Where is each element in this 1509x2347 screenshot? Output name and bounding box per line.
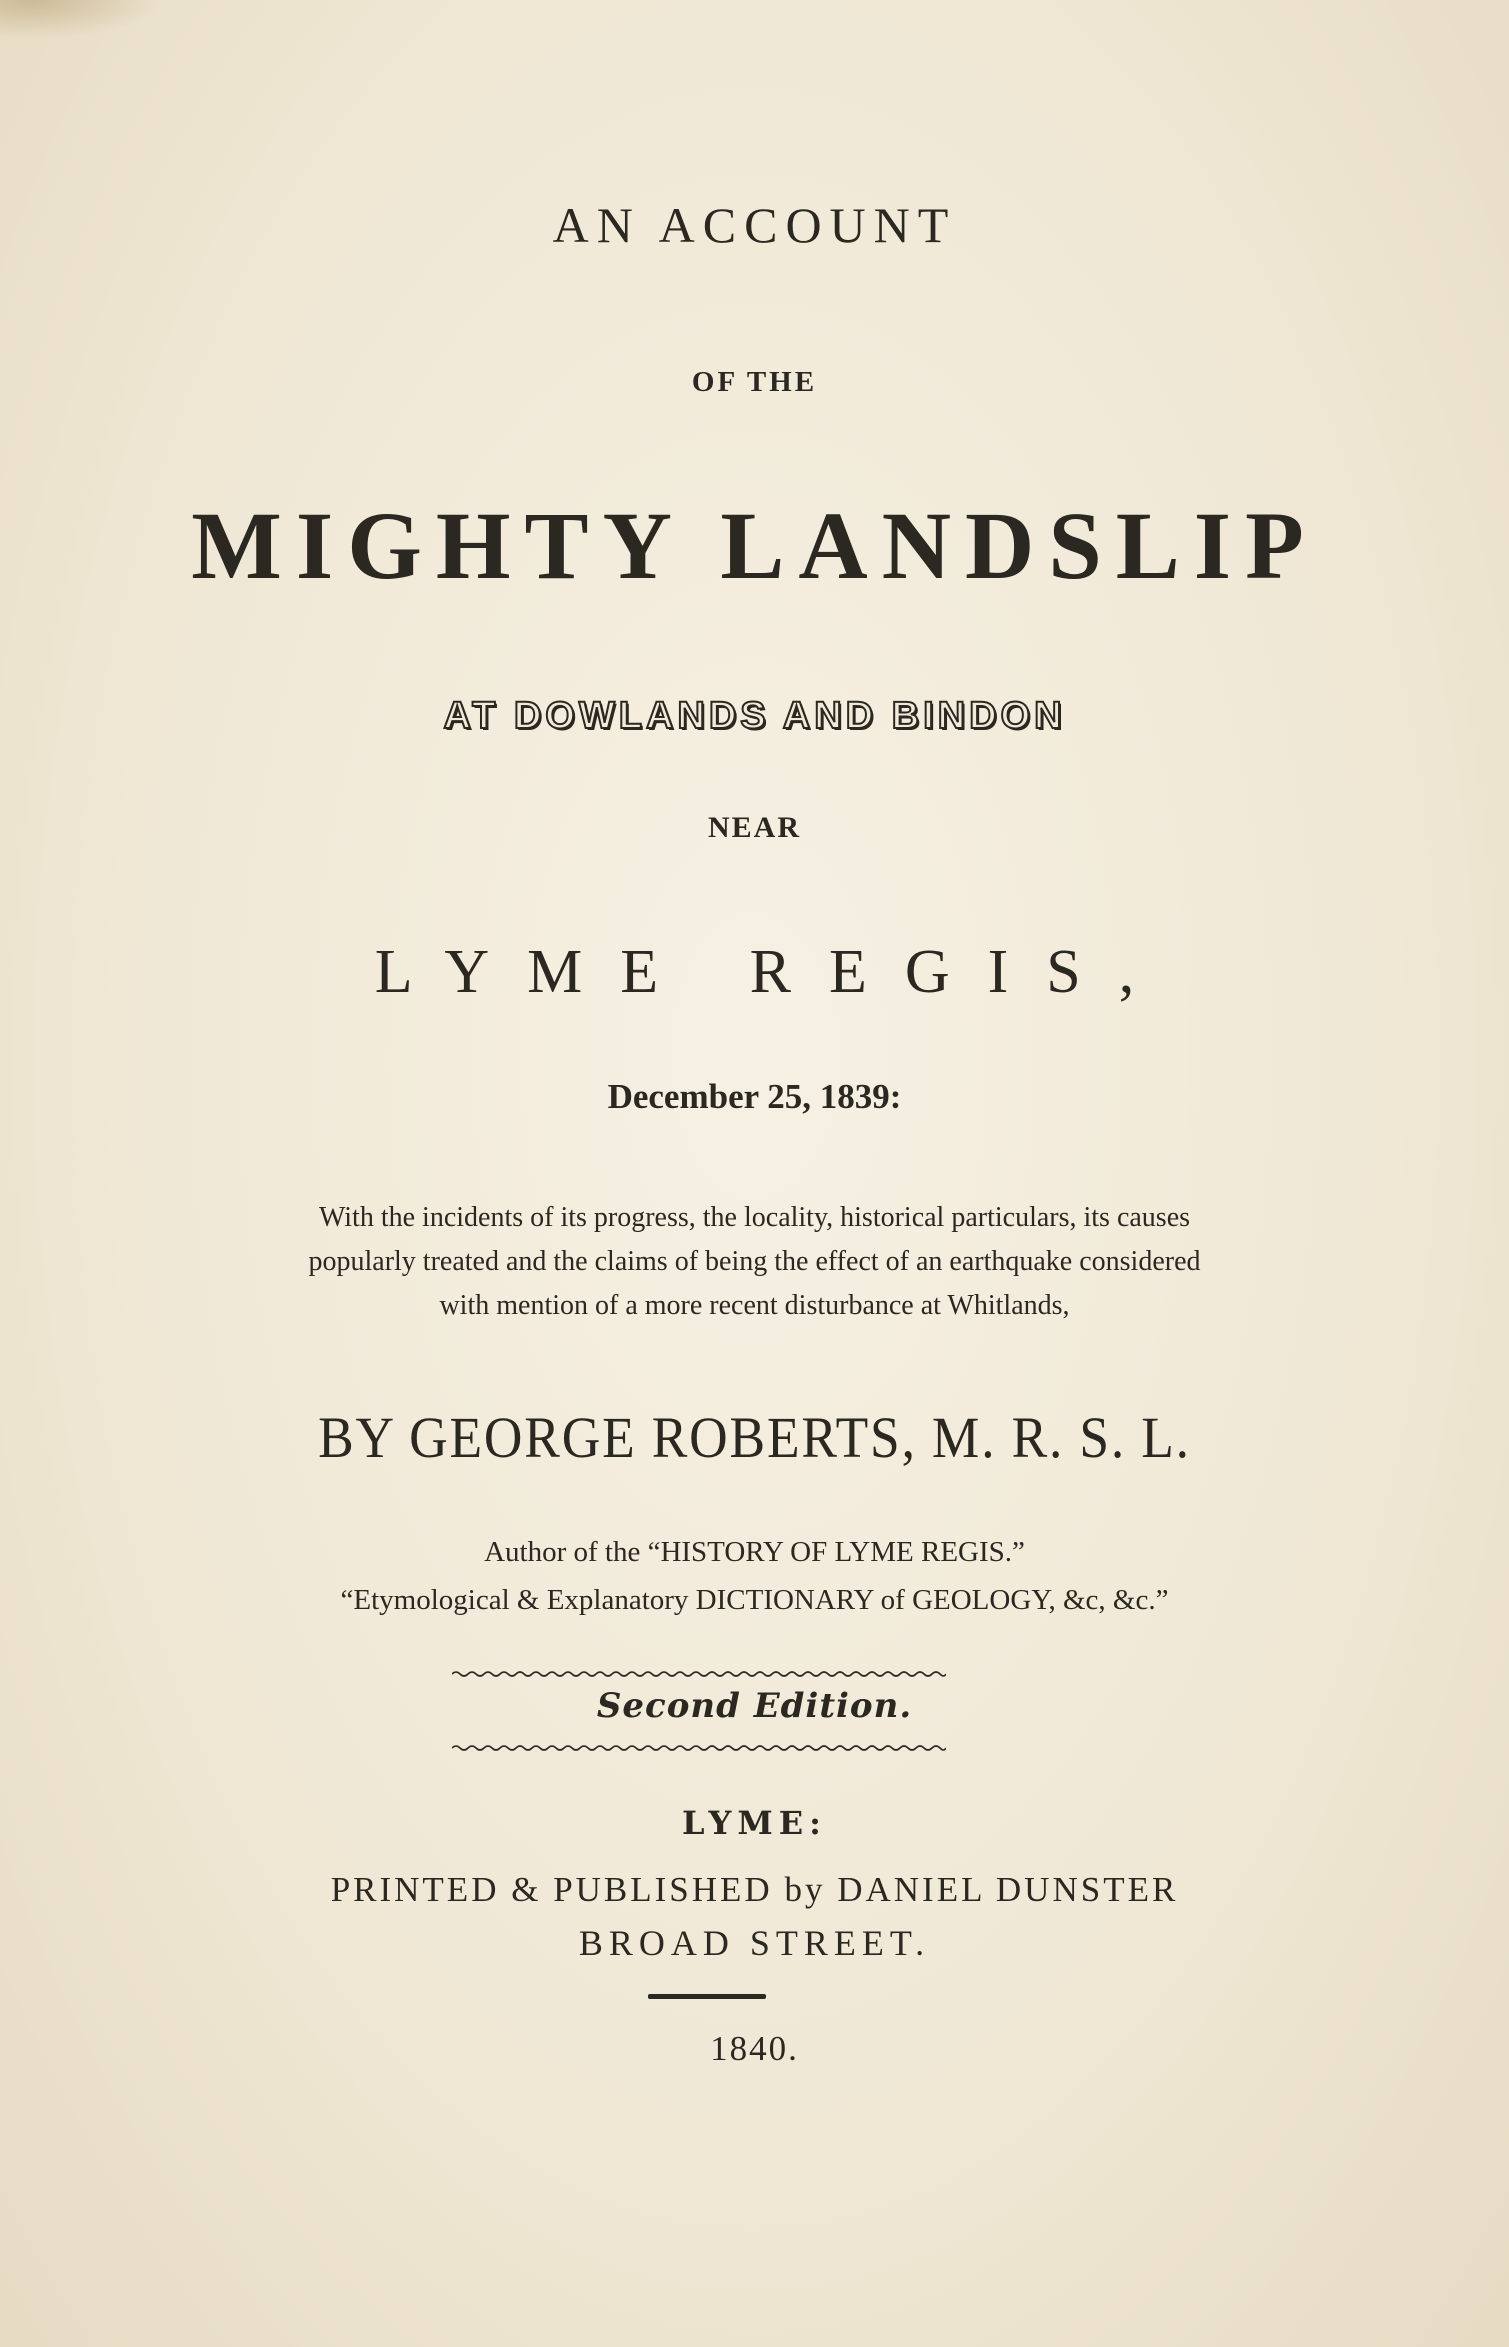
description (0, 1196, 1509, 1328)
description-line: popularly treated and the claims of being the effect of an earthquake considered (308, 1246, 1201, 1277)
author-other-works (0, 1528, 1509, 1624)
event-date: December 25, 1839: (607, 1077, 902, 1116)
description-line: with mention of a more recent disturbance at Whitlands, (439, 1290, 1070, 1321)
imprint-printer: PRINTED & PUBLISHED by DANIEL DUNSTER (330, 1870, 1179, 1909)
publication-year: 1840. (710, 2029, 799, 2068)
paper-stain (0, 0, 160, 40)
imprint-street: BROAD STREET. (578, 1923, 931, 1963)
title-line-account: AN ACCOUNT (552, 197, 957, 253)
title-line-of-the: OF THE (691, 366, 818, 398)
subtitle-location: AT DOWLANDS AND BINDON (443, 695, 1066, 737)
wavy-rule-top (452, 1668, 946, 1680)
wavy-rule-bottom (452, 1742, 946, 1754)
imprint-place: LYME: (682, 1804, 827, 1842)
title-line-town: LYME REGIS, (374, 938, 1173, 1006)
divider-rule (648, 1994, 766, 1999)
other-work-line: “Etymological & Explanatory DICTIONARY of GEOLOGY, &c, &c.” (340, 1584, 1169, 1616)
edition-label: Second Edition. (596, 1686, 913, 1726)
other-work-line: Author of the “HISTORY OF LYME REGIS.” (484, 1536, 1025, 1568)
title-line-near: NEAR (707, 811, 801, 844)
main-title: MIGHTY LANDSLIP (191, 492, 1318, 599)
description-line: With the incidents of its progress, the locality, historical particulars, its causes (318, 1202, 1191, 1233)
author-line: BY GEORGE ROBERTS, M. R. S. L. (318, 1405, 1191, 1470)
